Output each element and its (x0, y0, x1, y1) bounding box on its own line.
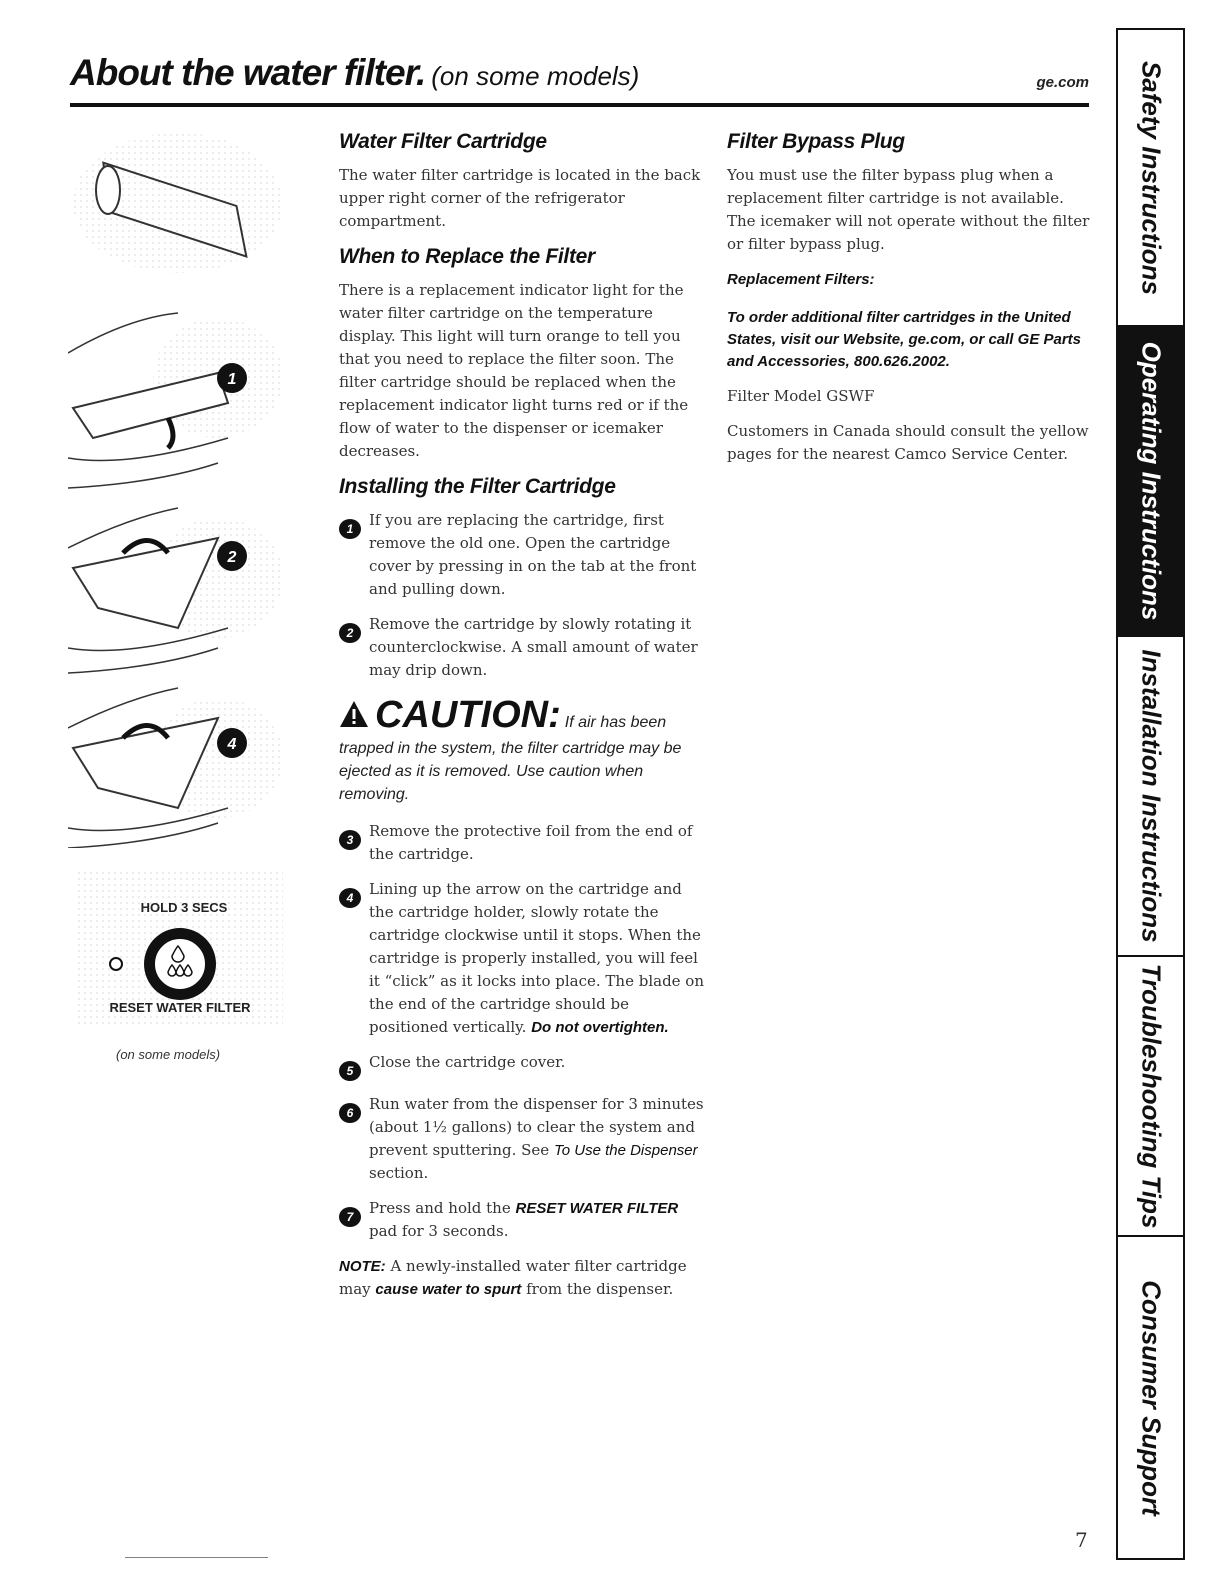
tab-installation-instructions[interactable] (1118, 637, 1183, 957)
tab-label: Troubleshooting Tips (1136, 963, 1166, 1229)
header-rule (70, 103, 1089, 107)
step-tail: section. (369, 1164, 429, 1182)
step-number: 7 (339, 1207, 361, 1227)
caution-word: CAUTION: (375, 694, 561, 736)
step-text-wrap (369, 1093, 704, 1185)
section-sidebar (1116, 28, 1185, 1560)
cartridge-heading: Water Filter Cartridge (339, 130, 547, 153)
tab-label: Safety Instructions (1136, 60, 1166, 295)
figure-caption: (on some models) (116, 1047, 221, 1062)
step-text-wrap (369, 878, 704, 1039)
install-step-6 (339, 1093, 704, 1185)
hold-3-secs-label: HOLD 3 SECS (140, 900, 228, 915)
middle-column (339, 130, 704, 1313)
title-subtitle: (on some models) (431, 61, 640, 91)
step-number: 2 (339, 623, 361, 643)
step-number: 5 (339, 1061, 361, 1081)
step-marker-2: 2 (227, 549, 237, 566)
tab-label: Installation Instructions (1136, 649, 1166, 943)
step-2-illustration (68, 508, 283, 673)
cartridge-illustration (73, 133, 283, 273)
step-4-illustration (68, 688, 283, 848)
note (339, 1255, 704, 1301)
step-text-wrap (369, 1197, 704, 1243)
note-label: NOTE: (339, 1258, 386, 1275)
step-number: 6 (339, 1103, 361, 1123)
step-number: 3 (339, 830, 361, 850)
caution-text: If air has been trapped in the system, the filter cartridge may be ejected as it is removed. Use caution when removing. (339, 714, 682, 803)
tab-safety-instructions[interactable] (1118, 30, 1183, 327)
dispenser-section-ref: To Use the Dispenser (553, 1142, 698, 1159)
replace-text: There is a replacement indicator light for the water filter cartridge on the temperature display. This light will turn orange to tell you that you need to replace the filter soon. The filter cartridge should be replaced when the replacement indicator light turns red or if the flow of water to the dispenser or icemaker decreases. (339, 281, 689, 460)
page-title (70, 52, 639, 94)
step-emphasis: RESET WATER FILTER (515, 1200, 679, 1217)
step-number: 1 (339, 519, 361, 539)
reset-water-filter-label: RESET WATER FILTER (109, 1000, 251, 1015)
tab-troubleshooting-tips[interactable] (1118, 957, 1183, 1237)
title-main: About the water filter. (70, 52, 426, 93)
step-text: If you are replacing the cartridge, first remove the old one. Open the cartridge cover by pressing in on the tab at the front and pulling down. (369, 511, 697, 598)
install-step-5 (339, 1051, 704, 1081)
tab-label: Consumer Support (1136, 1279, 1166, 1516)
step-text: Remove the protective foil from the end of the cartridge. (369, 822, 693, 863)
install-step-2 (339, 613, 704, 682)
replacement-filters-label: Replacement Filters: (727, 271, 875, 288)
step-1-illustration (68, 313, 283, 488)
install-step-4 (339, 878, 704, 1039)
install-step-3 (339, 820, 704, 866)
install-step-1 (339, 509, 704, 601)
step-number: 4 (339, 888, 361, 908)
step-text: Lining up the arrow on the cartridge and the cartridge holder, slowly rotate the cartridge clockwise until it stops. When the cartridge is properly installed, you will feel it “click” as it locks into place. The blade on the end of the cartridge should be positioned vertically. (369, 880, 705, 1036)
note-text: A newly-installed water filter cartridge may (339, 1257, 687, 1298)
caution-block (339, 694, 704, 806)
step-marker-4: 4 (227, 736, 237, 753)
canada-text: Customers in Canada should consult the yellow pages for the nearest Camco Service Center. (727, 422, 1089, 463)
tab-label: Operating Instructions (1136, 341, 1166, 621)
install-heading: Installing the Filter Cartridge (339, 475, 616, 498)
filter-model: Filter Model GSWF (727, 387, 875, 405)
replace-heading: When to Replace the Filter (339, 245, 595, 268)
step-text: Run water from the dispenser for 3 minutes (about 1½ gallons) to clear the system and prevent sputtering. See (369, 1095, 704, 1159)
site-link[interactable]: ge.com (1036, 74, 1089, 91)
step-marker-1: 1 (227, 371, 237, 388)
install-step-7 (339, 1197, 704, 1243)
bypass-heading: Filter Bypass Plug (727, 130, 905, 153)
tab-consumer-support[interactable] (1118, 1237, 1183, 1558)
order-text: To order additional filter cartridges in the United States, visit our Website, ge.com, or call GE Parts and Accessories, 800.626.2002. (727, 309, 1082, 370)
step-emphasis: Do not overtighten. (531, 1019, 669, 1036)
reset-water-filter-panel (78, 872, 283, 1027)
tab-operating-instructions[interactable] (1118, 327, 1183, 637)
footer-line (125, 1557, 268, 1558)
warning-triangle-icon (339, 699, 369, 729)
step-text: Close the cartridge cover. (369, 1053, 566, 1071)
step-tail: pad for 3 seconds. (369, 1222, 509, 1240)
page-number: 7 (1075, 1528, 1088, 1552)
cartridge-text: The water filter cartridge is located in the back upper right corner of the refrigerator compartment. (339, 166, 701, 230)
right-column (727, 130, 1092, 478)
step-text: Press and hold the (369, 1199, 511, 1217)
note-tail: from the dispenser. (526, 1280, 674, 1298)
step-text: Remove the cartridge by slowly rotating it counterclockwise. A small amount of water may drip down. (369, 615, 698, 679)
bypass-text: You must use the filter bypass plug when a replacement filter cartridge is not available. The icemaker will not operate without the filter or filter bypass plug. (727, 166, 1090, 253)
note-emphasis: cause water to spurt (375, 1281, 522, 1298)
illustrations (68, 128, 283, 848)
